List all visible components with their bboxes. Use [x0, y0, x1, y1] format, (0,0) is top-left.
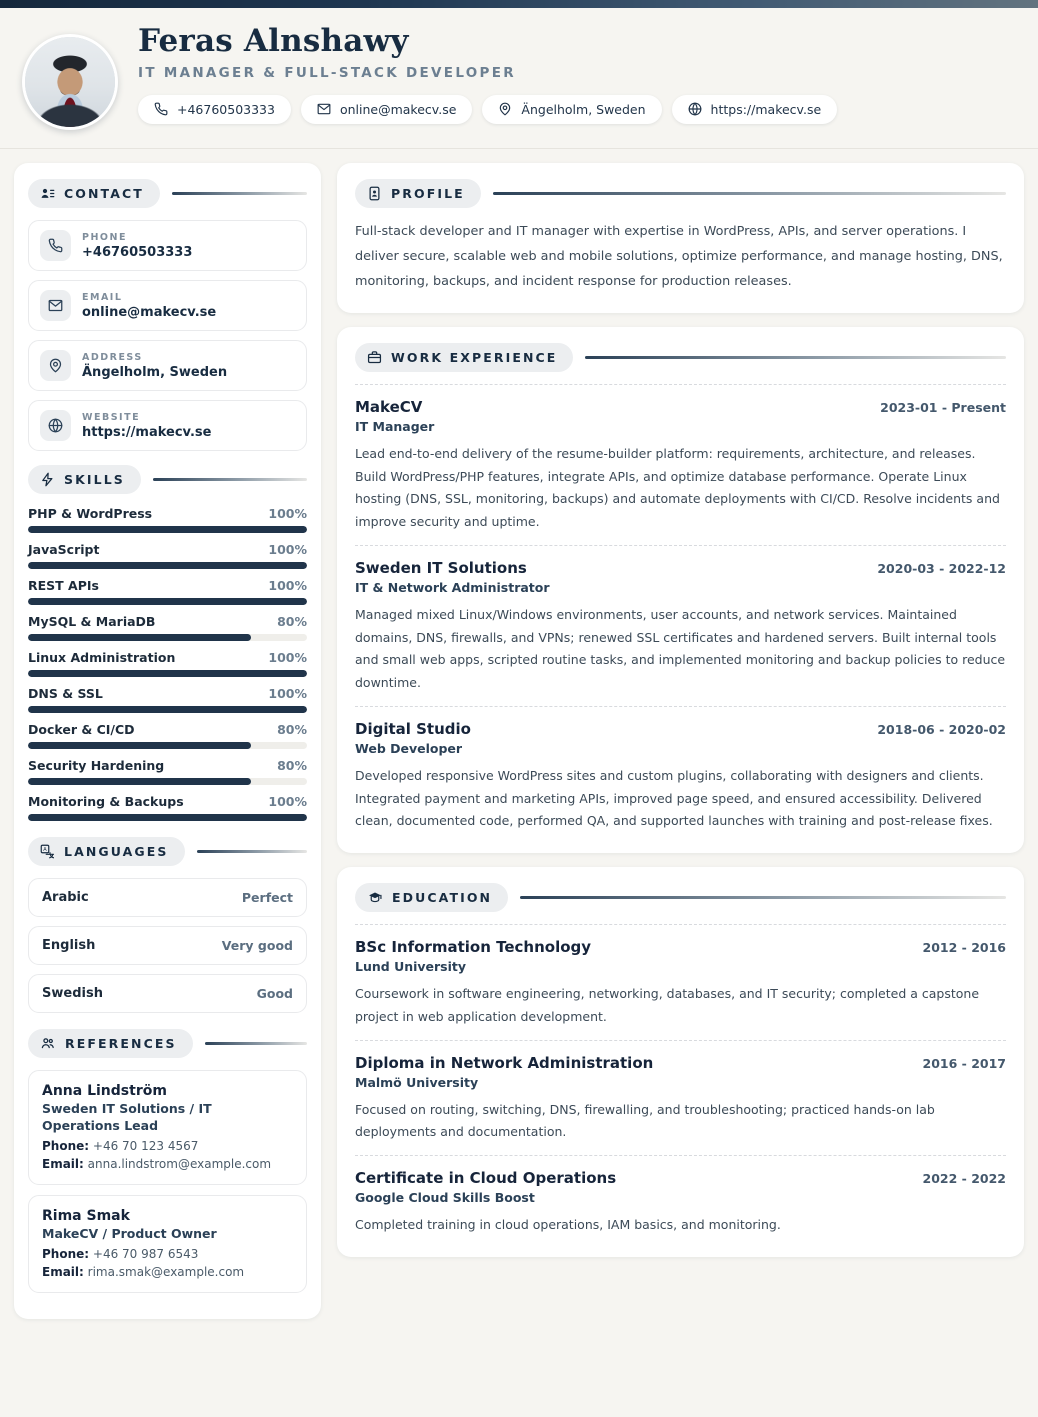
section-title-contact: CONTACT	[64, 186, 144, 201]
entry-role: IT Manager	[355, 418, 435, 434]
main-content	[337, 163, 1024, 1271]
language-name: Arabic	[42, 890, 89, 905]
language-item	[28, 974, 307, 1013]
skill-progress-bar	[28, 742, 307, 749]
globe-icon	[688, 102, 702, 116]
skill-progress-bar	[28, 814, 307, 821]
header-pill-phone-text: +46760503333	[177, 101, 275, 117]
section-rule	[205, 1042, 307, 1045]
skill-name: Linux Administration	[28, 650, 176, 665]
entry-item	[355, 384, 1006, 545]
skill-progress-fill	[28, 598, 307, 605]
skill-percent: 100%	[268, 794, 307, 809]
graduation-cap-icon	[367, 890, 383, 905]
entry-date-range: 2022 - 2022	[922, 1171, 1006, 1187]
language-name: Swedish	[42, 986, 103, 1001]
skill-percent: 80%	[277, 722, 307, 737]
education-card	[337, 867, 1024, 1257]
section-rule	[197, 850, 307, 853]
contact-label-email: EMAIL	[82, 291, 123, 303]
skill-item	[28, 542, 307, 569]
reference-item	[28, 1195, 307, 1293]
reference-role: MakeCV / Product Owner	[42, 1225, 217, 1241]
entry-description: Lead end-to-end delivery of the resume-builder platform: requirements, architecture, and releases. Build WordPress/PHP features, integrate APIs, and optimize database performance. Operate Linux hosting (DNS, SSL, monitoring, backups) and automate deployments with CI/CD. Resolve incidents and improve security and uptime.	[355, 445, 1000, 530]
contact-label-website: WEBSITE	[82, 411, 141, 423]
skill-name: JavaScript	[28, 542, 100, 557]
skill-percent: 100%	[268, 578, 307, 593]
avatar-photo	[25, 37, 115, 127]
section-pill-languages	[28, 837, 185, 866]
skill-item	[28, 650, 307, 677]
id-badge-icon	[367, 186, 382, 201]
section-header-education	[355, 883, 1006, 912]
svg-text:A: A	[43, 846, 47, 853]
phone-icon	[40, 230, 71, 261]
skill-name: PHP & WordPress	[28, 506, 153, 521]
section-title-education: EDUCATION	[392, 890, 493, 906]
section-header-profile	[355, 179, 1006, 208]
section-rule	[520, 896, 1006, 899]
entry-role: Web Developer	[355, 740, 463, 756]
section-header-skills	[28, 465, 307, 494]
header-pill-website-text: https://makecv.se	[710, 101, 822, 117]
section-title-languages: LANGUAGES	[64, 844, 169, 859]
profile-text: Full-stack developer and IT manager with expertise in WordPress, APIs, and server operations. I deliver secure, scalable web and mobile solutions, optimize performance, and manage hosting, DNS, monitoring, backups, and incident response for production releases.	[355, 224, 1003, 289]
entry-description: Developed responsive WordPress sites and custom plugins, collaborating with designers and clients. Integrated payment and marketing APIs, improved page speed, and ensured accessibility. Delivered clean, documented code, performed QA, and supported launches with training and post-release fixes.	[355, 767, 993, 829]
section-pill-contact	[28, 179, 160, 208]
reference-email: Email: rima.smak@example.com	[42, 1264, 245, 1279]
contact-value-website: https://makecv.se	[82, 424, 212, 440]
skill-percent: 80%	[277, 758, 307, 773]
section-rule	[585, 356, 1006, 359]
skill-progress-fill	[28, 634, 251, 641]
skills-list	[28, 506, 307, 821]
contact-item-website[interactable]	[28, 400, 307, 451]
contact-value-address: Ängelholm, Sweden	[82, 364, 228, 380]
skill-progress-fill	[28, 778, 251, 785]
people-icon	[40, 1036, 56, 1051]
skill-item	[28, 794, 307, 821]
contact-value-phone: +46760503333	[82, 244, 193, 260]
section-pill-work	[355, 343, 573, 372]
skill-progress-fill	[28, 814, 307, 821]
reference-name: Anna Lindström	[42, 1083, 167, 1099]
lightning-bolt-icon	[40, 472, 55, 487]
envelope-icon	[40, 290, 71, 321]
entry-item	[355, 1155, 1006, 1239]
phone-icon	[154, 102, 168, 116]
section-title-references: REFERENCES	[65, 1036, 177, 1051]
skill-percent: 80%	[277, 614, 307, 629]
skill-name: REST APIs	[28, 578, 99, 593]
contact-label-phone: PHONE	[82, 231, 127, 243]
envelope-icon	[317, 102, 331, 116]
skill-progress-bar	[28, 670, 307, 677]
entry-description: Managed mixed Linux/Windows environments, user accounts, and network services. Maintained domains, DNS, firewalls, and VPNs; renewed SSL certificates and hardened servers. Built internal tools and small web apps, scripted routine tasks, and implemented monitoring and backup policies to reduce downtime.	[355, 606, 1006, 691]
entry-item	[355, 924, 1006, 1040]
entry-description: Focused on routing, switching, DNS, firewalling, and troubleshooting; practiced hands-on lab deployments and documentation.	[355, 1101, 935, 1140]
entry-role: Malmö University	[355, 1074, 479, 1090]
section-rule	[153, 478, 307, 481]
job-subtitle: IT MANAGER & FULL-STACK DEVELOPER	[138, 64, 516, 81]
entry-organization: Digital Studio	[355, 719, 471, 738]
skill-percent: 100%	[268, 686, 307, 701]
entry-organization: BSc Information Technology	[355, 938, 592, 957]
skill-name: Docker & CI/CD	[28, 722, 135, 737]
briefcase-icon	[367, 350, 382, 365]
reference-role: Sweden IT Solutions / IT Operations Lead	[42, 1101, 212, 1133]
skill-name: Security Hardening	[28, 758, 165, 773]
skill-item	[28, 686, 307, 713]
sidebar	[14, 163, 321, 1333]
skill-progress-fill	[28, 670, 307, 677]
header-pill-website[interactable]	[672, 95, 838, 124]
skill-name: MySQL & MariaDB	[28, 614, 156, 629]
skill-progress-bar	[28, 526, 307, 533]
entry-organization: MakeCV	[355, 397, 423, 416]
reference-email: Email: anna.lindstrom@example.com	[42, 1156, 272, 1171]
header-pill-phone[interactable]	[138, 95, 291, 124]
skill-progress-bar	[28, 598, 307, 605]
skill-progress-bar	[28, 778, 307, 785]
entry-date-range: 2016 - 2017	[922, 1055, 1006, 1071]
languages-list	[28, 878, 307, 1013]
skill-item	[28, 506, 307, 533]
language-level: Very good	[221, 938, 293, 953]
entry-date-range: 2023-01 - Present	[880, 399, 1006, 415]
skill-item	[28, 722, 307, 749]
section-pill-education	[355, 883, 508, 912]
section-rule	[172, 192, 307, 195]
entry-item	[355, 545, 1006, 706]
contact-value-email: online@makecv.se	[82, 304, 217, 320]
skill-progress-fill	[28, 706, 307, 713]
location-pin-icon	[498, 102, 512, 116]
contact-item-phone[interactable]	[28, 220, 307, 271]
language-name: English	[42, 938, 96, 953]
skill-percent: 100%	[268, 506, 307, 521]
reference-phone: Phone: +46 70 987 6543	[42, 1246, 199, 1261]
contact-item-email[interactable]	[28, 280, 307, 331]
language-item	[28, 926, 307, 965]
section-title-work: WORK EXPERIENCE	[391, 349, 558, 365]
profile-card	[337, 163, 1024, 313]
header-contact-pills	[138, 95, 1038, 124]
section-pill-skills	[28, 465, 141, 494]
translate-icon	[40, 844, 55, 859]
entry-organization: Certificate in Cloud Operations	[355, 1169, 617, 1188]
entry-description: Coursework in software engineering, networking, databases, and IT security; completed a capstone project in web application development.	[355, 986, 980, 1024]
header-pill-email[interactable]	[301, 95, 472, 124]
skill-item	[28, 758, 307, 785]
contact-label-address: ADDRESS	[82, 351, 143, 363]
section-title-profile: PROFILE	[391, 186, 465, 201]
work-experience-card	[337, 327, 1024, 853]
language-level: Perfect	[241, 890, 293, 905]
entry-date-range: 2012 - 2016	[922, 940, 1006, 956]
skill-percent: 100%	[268, 542, 307, 557]
entry-date-range: 2018-06 - 2020-02	[877, 721, 1006, 737]
entry-item	[355, 706, 1006, 835]
skill-progress-fill	[28, 526, 307, 533]
location-pin-icon	[40, 350, 71, 381]
section-title-skills: SKILLS	[64, 472, 125, 487]
contact-card-icon	[40, 186, 55, 201]
skill-progress-bar	[28, 562, 307, 569]
entry-organization: Diploma in Network Administration	[355, 1053, 654, 1072]
entry-organization: Sweden IT Solutions	[355, 558, 527, 577]
header-pill-address[interactable]	[482, 95, 661, 124]
skill-name: DNS & SSL	[28, 686, 103, 701]
skill-progress-bar	[28, 706, 307, 713]
avatar	[22, 34, 118, 130]
entry-role: Lund University	[355, 959, 467, 975]
section-header-work	[355, 343, 1006, 372]
language-level: Good	[256, 986, 293, 1001]
skill-name: Monitoring & Backups	[28, 794, 184, 809]
language-item	[28, 878, 307, 917]
reference-name: Rima Smak	[42, 1207, 130, 1224]
top-accent-bar	[0, 0, 1038, 8]
references-list	[28, 1070, 307, 1293]
header-pill-address-text: Ängelholm, Sweden	[521, 101, 646, 117]
entry-role: IT & Network Administrator	[355, 579, 550, 595]
section-header-languages	[28, 837, 307, 866]
skill-percent: 100%	[268, 650, 307, 665]
reference-phone: Phone: +46 70 123 4567	[42, 1138, 199, 1153]
skill-progress-fill	[28, 562, 307, 569]
section-rule	[493, 192, 1006, 195]
header-pill-email-text: online@makecv.se	[339, 101, 457, 117]
skill-item	[28, 578, 307, 605]
page-title: Feras Alnshawy	[138, 23, 409, 59]
skill-item	[28, 614, 307, 641]
reference-item	[28, 1070, 307, 1185]
section-pill-profile	[355, 179, 481, 208]
resume-header	[0, 8, 1038, 149]
skill-progress-bar	[28, 634, 307, 641]
section-pill-references	[28, 1029, 193, 1058]
contact-item-address[interactable]	[28, 340, 307, 391]
entry-role: Google Cloud Skills Boost	[355, 1190, 535, 1206]
globe-icon	[40, 410, 71, 441]
education-entries	[355, 924, 1006, 1239]
section-header-contact	[28, 179, 307, 208]
entry-description: Completed training in cloud operations, IAM basics, and monitoring.	[355, 1217, 781, 1233]
entry-item	[355, 1040, 1006, 1156]
work-entries	[355, 384, 1006, 835]
entry-date-range: 2020-03 - 2022-12	[877, 560, 1006, 576]
section-header-references	[28, 1029, 307, 1058]
sidebar-top-card	[14, 163, 321, 1319]
skill-progress-fill	[28, 742, 251, 749]
